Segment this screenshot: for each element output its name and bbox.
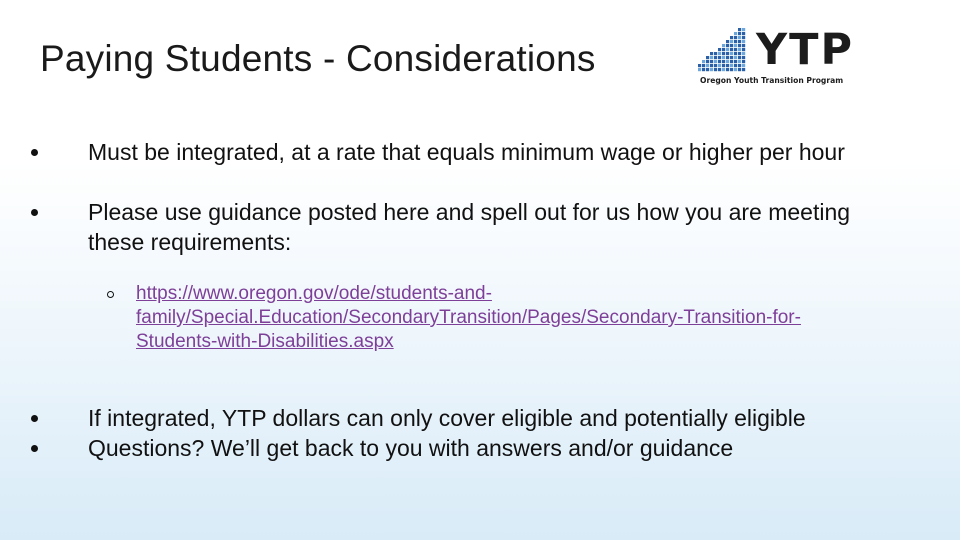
slide-title: Paying Students - Considerations xyxy=(40,38,596,79)
logo-caption: Oregon Youth Transition Program xyxy=(700,76,844,85)
bullet-item xyxy=(88,137,908,167)
bullet-item xyxy=(88,403,908,433)
sub-bullet-item xyxy=(136,282,926,354)
guidance-link[interactable] xyxy=(136,283,801,352)
link-line-2: family/Special.Education/SecondaryTransition/Pages/Secondary-Transition-for- xyxy=(136,307,801,328)
bullet-text: Please use guidance posted here and spell out for us how you are meeting these requirements: xyxy=(88,199,851,255)
hollow-bullet-icon xyxy=(107,291,114,298)
bullet-dot-icon xyxy=(31,445,38,452)
bullet-text: If integrated, YTP dollars can only cover eligible and potentially eligible xyxy=(88,405,806,431)
bullet-item xyxy=(88,433,908,463)
bullet-text: Must be integrated, at a rate that equals minimum wage or higher per hour xyxy=(88,139,845,165)
bullet-text: Questions? We’ll get back to you with answers and/or guidance xyxy=(88,435,734,461)
bullet-dot-icon xyxy=(31,209,38,216)
bullet-dot-icon xyxy=(31,415,38,422)
link-line-1: https://www.oregon.gov/ode/students-and- xyxy=(136,283,492,304)
logo-letters: YTP xyxy=(756,25,854,75)
bullet-dot-icon xyxy=(31,149,38,156)
link-line-3: Students-with-Disabilities.aspx xyxy=(136,331,394,352)
bullet-item xyxy=(88,197,868,257)
